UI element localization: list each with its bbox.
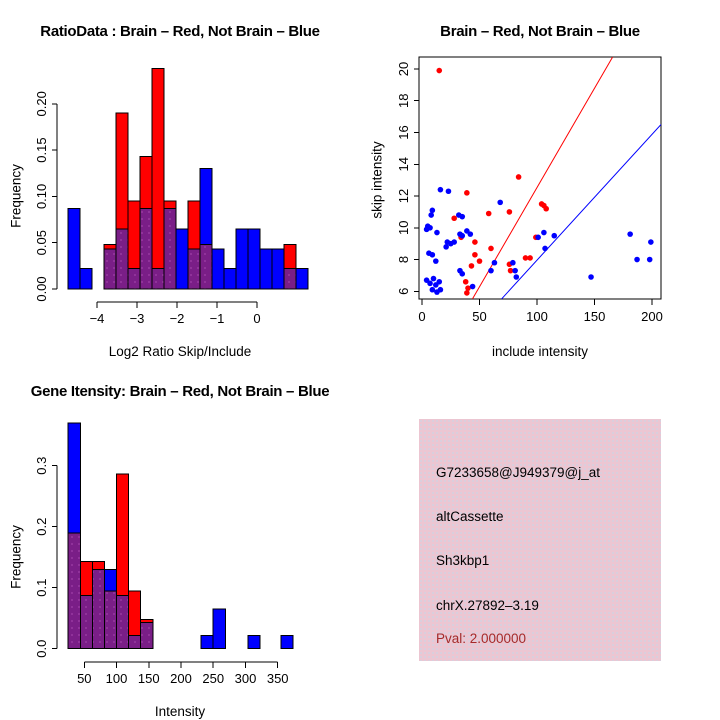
gene-symbol-text: Sh3kbp1 (436, 553, 490, 568)
svg-text:12: 12 (396, 188, 411, 204)
svg-text:50: 50 (77, 671, 92, 686)
ratio-histogram-ylabel: Frequency (8, 164, 24, 228)
scatter-xlabel: include intensity (491, 344, 589, 359)
gene-histogram-ylabel: Frequency (8, 525, 24, 589)
pval-text: Pval: 2.000000 (436, 631, 527, 646)
svg-text:150: 150 (583, 309, 606, 324)
svg-text:0.00: 0.00 (34, 276, 49, 302)
svg-text:0.3: 0.3 (34, 456, 49, 475)
svg-text:6: 6 (396, 287, 411, 295)
probe-id-text: G7233658@J949379@j_at (436, 465, 601, 480)
info-box (419, 419, 661, 661)
svg-text:−1: −1 (209, 311, 225, 326)
ratio-histogram-title: RatioData : Brain – Red, Not Brain – Blue (40, 23, 320, 40)
gene-histogram-xlabel: Intensity (154, 704, 206, 719)
svg-text:8: 8 (396, 255, 411, 264)
ratio-histogram-xlabel: Log2 Ratio Skip/Include (108, 344, 252, 359)
panel-annotation-info (360, 360, 720, 720)
svg-text:0.2: 0.2 (34, 517, 49, 536)
svg-text:200: 200 (170, 671, 192, 686)
svg-text:0.10: 0.10 (34, 183, 49, 210)
svg-text:0.20: 0.20 (34, 91, 49, 117)
svg-text:100: 100 (105, 671, 128, 686)
genomic-location-text: chrX.27892–3.19 (436, 598, 539, 613)
svg-text:300: 300 (234, 671, 257, 686)
gene-histogram-title: Gene Itensity: Brain – Red, Not Brain – Blue (30, 383, 330, 400)
svg-text:150: 150 (137, 671, 160, 686)
panel-ratio-histogram (0, 0, 360, 360)
panel-gene-intensity-histogram (0, 360, 360, 720)
ratio-histogram-plot (0, 0, 360, 360)
svg-text:0: 0 (418, 309, 426, 324)
svg-text:0.05: 0.05 (34, 230, 49, 256)
svg-text:250: 250 (202, 671, 225, 686)
scatter-title: Brain – Red, Not Brain – Blue (440, 23, 640, 40)
svg-text:18: 18 (396, 93, 411, 108)
scatter-ylabel: skip intensity (369, 141, 385, 219)
svg-text:14: 14 (396, 157, 411, 172)
svg-text:10: 10 (396, 220, 411, 236)
svg-text:350: 350 (266, 671, 289, 686)
splice-type-text: altCassette (436, 509, 504, 524)
svg-text:−4: −4 (89, 311, 105, 326)
svg-text:0: 0 (253, 311, 261, 326)
svg-text:50: 50 (472, 309, 487, 324)
gene-intensity-histogram-plot (0, 360, 360, 720)
panel-intensity-scatter (360, 0, 720, 360)
svg-text:0.1: 0.1 (34, 578, 49, 597)
svg-text:0.0: 0.0 (34, 639, 49, 658)
svg-text:16: 16 (396, 125, 411, 140)
svg-text:0.15: 0.15 (34, 137, 49, 163)
svg-text:200: 200 (641, 309, 663, 324)
svg-text:100: 100 (526, 309, 548, 324)
svg-text:−2: −2 (169, 311, 185, 326)
svg-text:−3: −3 (129, 311, 145, 326)
intensity-scatter-plot (360, 0, 720, 360)
svg-text:20: 20 (396, 61, 411, 77)
